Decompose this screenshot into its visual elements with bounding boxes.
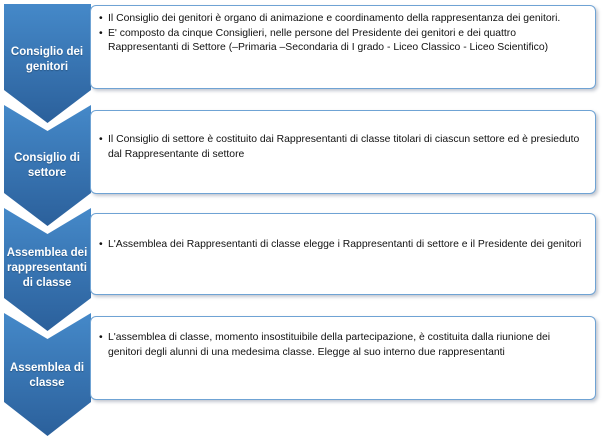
stage-4-label: Assemblea di classe — [9, 362, 85, 389]
stage-1-bullet: • Il Consiglio dei genitori è organo di animazione e coordinamento della rappresentanza dei genitori. — [99, 12, 587, 27]
stage-4-bullet: • L'assemblea di classe, momento insostituibile della partecipazione, è costituita dalla riunione dei genitori degli alunni di una medesima classe. Elegge al suo interno due rappresentanti — [99, 331, 587, 360]
stage-2-bullet: • Il Consiglio di settore è costituito dai Rappresentanti di classe titolari di ciascun settore ed è presieduto dal Rappresentante di settore — [99, 133, 587, 162]
stage-1-label: Consiglio dei genitori — [10, 46, 84, 73]
stage-2-label: Consiglio di settore — [14, 152, 80, 179]
stage-1-bullet: • E' composto da cinque Consiglieri, nelle persone del Presidente dei genitori e dei quattro Rappresentanti di Settore (–Primaria –Secondaria di I grado - Liceo Classico - Liceo Scientifico) — [99, 27, 587, 56]
stage-4-description — [90, 316, 596, 400]
stage-3-label: Assemblea dei rappresentanti di classe — [6, 246, 88, 289]
stage-2-description — [90, 110, 596, 194]
stage-3-bullet: • L'Assemblea dei Rappresentanti di classe elegge i Rappresentanti di settore e il Presidente dei genitori — [99, 238, 587, 253]
stage-3-description — [90, 213, 596, 295]
stage-1-description — [90, 5, 596, 89]
